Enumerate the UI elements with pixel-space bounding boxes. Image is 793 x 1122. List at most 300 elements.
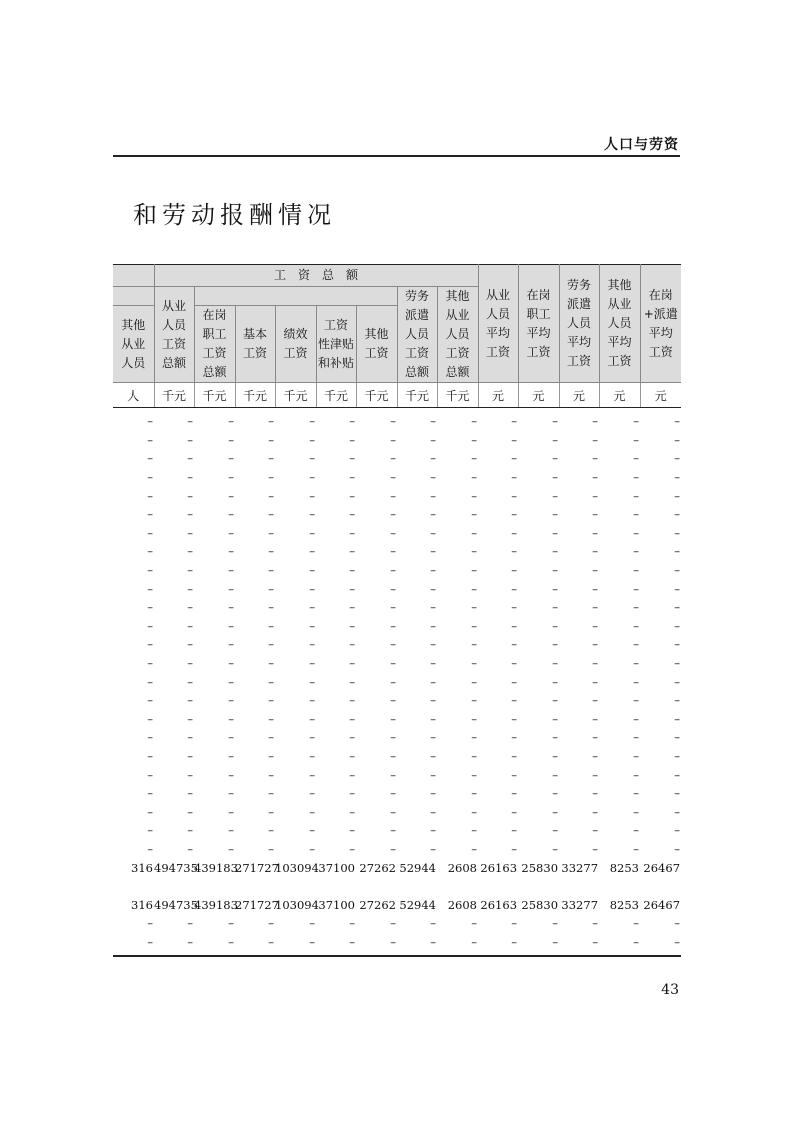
table-cell: – bbox=[309, 488, 315, 503]
table-cell: – bbox=[228, 525, 234, 540]
table-cell: – bbox=[592, 786, 599, 801]
table-row bbox=[113, 914, 681, 933]
table-cell: – bbox=[228, 841, 234, 856]
table-cell: – bbox=[147, 563, 153, 578]
table-cell: – bbox=[511, 711, 518, 726]
table-cell: – bbox=[349, 507, 355, 522]
table-cell: – bbox=[674, 916, 681, 931]
table-row bbox=[113, 728, 681, 747]
table-cell: – bbox=[511, 414, 518, 429]
table-cell: – bbox=[187, 525, 193, 540]
table-cell: – bbox=[552, 637, 559, 652]
table-cell: – bbox=[147, 414, 153, 429]
table-row bbox=[113, 486, 681, 505]
table-cell: – bbox=[147, 748, 153, 763]
header-basic-wage: 基本 工资 bbox=[235, 306, 275, 383]
table-cell: – bbox=[268, 563, 274, 578]
table-cell: – bbox=[633, 563, 640, 578]
table-cell: – bbox=[147, 618, 153, 633]
table-cell: 316 bbox=[131, 897, 153, 912]
table-cell: – bbox=[349, 674, 355, 689]
table-cell: 25830 bbox=[521, 897, 559, 912]
table-cell bbox=[316, 877, 356, 896]
table-cell: – bbox=[147, 581, 153, 596]
table-cell: – bbox=[674, 804, 681, 819]
table-cell: – bbox=[228, 488, 234, 503]
header-wage-total-group: 工 资 总 额 bbox=[154, 265, 478, 287]
table-cell: – bbox=[471, 748, 478, 763]
table-cell: – bbox=[349, 841, 355, 856]
table-cell: – bbox=[430, 451, 436, 466]
table-cell: – bbox=[268, 656, 274, 671]
table-cell: – bbox=[349, 730, 355, 745]
table-cell: – bbox=[147, 730, 153, 745]
table-cell: – bbox=[147, 711, 153, 726]
table-cell: – bbox=[511, 525, 518, 540]
table-row bbox=[113, 449, 681, 468]
table-cell: – bbox=[430, 730, 436, 745]
table-cell: – bbox=[633, 804, 640, 819]
table-cell: 27262 bbox=[359, 897, 396, 912]
table-cell: – bbox=[390, 934, 396, 949]
table-row bbox=[113, 579, 681, 598]
table-cell: – bbox=[268, 488, 274, 503]
table-cell: – bbox=[633, 488, 640, 503]
table-cell: – bbox=[430, 916, 436, 931]
table-cell: – bbox=[633, 451, 640, 466]
table-cell: – bbox=[552, 804, 559, 819]
table-cell: – bbox=[633, 525, 640, 540]
table-cell: – bbox=[471, 767, 478, 782]
table-cell: – bbox=[511, 841, 518, 856]
table-cell: – bbox=[390, 414, 396, 429]
table-cell: – bbox=[430, 525, 436, 540]
table-cell: – bbox=[674, 730, 681, 745]
table-cell bbox=[478, 877, 518, 896]
table-cell: – bbox=[390, 711, 396, 726]
table-cell: – bbox=[349, 525, 355, 540]
table-cell: – bbox=[552, 507, 559, 522]
table-cell: – bbox=[228, 451, 234, 466]
table-cell: – bbox=[390, 544, 396, 559]
table-cell: – bbox=[309, 637, 315, 652]
table-cell: – bbox=[349, 451, 355, 466]
table-cell bbox=[518, 877, 559, 896]
unit-cell: 元 bbox=[599, 383, 640, 408]
table-cell: – bbox=[309, 544, 315, 559]
table-cell: – bbox=[349, 767, 355, 782]
table-cell: 26163 bbox=[480, 897, 518, 912]
table-cell: – bbox=[633, 767, 640, 782]
table-cell: – bbox=[633, 470, 640, 485]
table-cell: – bbox=[228, 600, 234, 615]
table-cell: – bbox=[633, 748, 640, 763]
table-cell: 37100 bbox=[318, 897, 355, 912]
table-cell: – bbox=[147, 693, 153, 708]
unit-cell: 千元 bbox=[316, 383, 356, 408]
table-cell: – bbox=[228, 618, 234, 633]
table-row bbox=[113, 802, 681, 821]
table-cell: – bbox=[674, 823, 681, 838]
table-cell: – bbox=[268, 637, 274, 652]
table-cell: – bbox=[147, 804, 153, 819]
table-cell: – bbox=[187, 618, 193, 633]
table-cell: 52944 bbox=[399, 860, 436, 875]
table-cell: – bbox=[592, 841, 599, 856]
table-row bbox=[113, 895, 681, 914]
table-cell: – bbox=[430, 414, 436, 429]
table-row bbox=[113, 408, 681, 431]
table-cell: – bbox=[349, 581, 355, 596]
table-cell: – bbox=[268, 841, 274, 856]
table-cell: – bbox=[674, 656, 681, 671]
table-cell: 494735 bbox=[154, 860, 198, 875]
table-cell: – bbox=[349, 414, 355, 429]
table-cell: – bbox=[268, 934, 274, 949]
table-cell: – bbox=[430, 767, 436, 782]
table-row bbox=[113, 468, 681, 487]
table-cell: – bbox=[228, 823, 234, 838]
table-cell: – bbox=[349, 432, 355, 447]
table-cell: – bbox=[147, 823, 153, 838]
unit-cell: 千元 bbox=[154, 383, 194, 408]
table-cell: – bbox=[633, 600, 640, 615]
table-cell: – bbox=[309, 693, 315, 708]
table-cell: 8253 bbox=[609, 860, 640, 875]
table-cell: – bbox=[552, 767, 559, 782]
table-cell: – bbox=[592, 414, 599, 429]
table-cell: – bbox=[592, 730, 599, 745]
table-row bbox=[113, 561, 681, 580]
table-cell: – bbox=[228, 711, 234, 726]
table-cell: – bbox=[309, 451, 315, 466]
table-row bbox=[113, 635, 681, 654]
table-cell: – bbox=[349, 488, 355, 503]
table-cell: – bbox=[309, 916, 315, 931]
table-cell: – bbox=[674, 674, 681, 689]
table-cell: – bbox=[592, 823, 599, 838]
table-cell: – bbox=[471, 841, 478, 856]
table-row bbox=[113, 598, 681, 617]
header-blank bbox=[113, 265, 154, 287]
table-cell: – bbox=[674, 786, 681, 801]
header-blank-2 bbox=[113, 287, 154, 306]
table-cell: – bbox=[430, 581, 436, 596]
table-cell: – bbox=[430, 748, 436, 763]
table-cell: – bbox=[147, 934, 153, 949]
table-cell: – bbox=[674, 432, 681, 447]
table-cell: – bbox=[674, 934, 681, 949]
table-cell: – bbox=[268, 916, 274, 931]
table-cell: – bbox=[228, 507, 234, 522]
table-cell: – bbox=[552, 525, 559, 540]
table-cell: – bbox=[309, 804, 315, 819]
table-cell: – bbox=[633, 618, 640, 633]
table-cell: – bbox=[552, 841, 559, 856]
page-number: 43 bbox=[661, 982, 679, 998]
table-cell: – bbox=[349, 786, 355, 801]
table-cell: – bbox=[592, 432, 599, 447]
table-cell: – bbox=[471, 637, 478, 652]
table-cell: – bbox=[430, 488, 436, 503]
table-row bbox=[113, 747, 681, 766]
table-cell: – bbox=[511, 507, 518, 522]
unit-cell: 元 bbox=[559, 383, 599, 408]
table-cell: – bbox=[471, 488, 478, 503]
table-cell: – bbox=[147, 916, 153, 931]
table-row bbox=[113, 691, 681, 710]
table-cell: – bbox=[268, 432, 274, 447]
table-cell: – bbox=[592, 544, 599, 559]
table-cell: – bbox=[228, 637, 234, 652]
table-cell: – bbox=[471, 618, 478, 633]
table-cell: – bbox=[674, 618, 681, 633]
table-cell: – bbox=[511, 748, 518, 763]
table-cell: – bbox=[349, 748, 355, 763]
table-cell: – bbox=[511, 767, 518, 782]
table-cell: – bbox=[471, 711, 478, 726]
table-cell: – bbox=[592, 934, 599, 949]
table-cell: – bbox=[228, 414, 234, 429]
table-cell: – bbox=[268, 786, 274, 801]
table-cell: – bbox=[633, 711, 640, 726]
table-cell: – bbox=[511, 674, 518, 689]
table-cell: – bbox=[430, 674, 436, 689]
table-cell: – bbox=[228, 470, 234, 485]
table-cell: – bbox=[309, 525, 315, 540]
table-cell: – bbox=[552, 414, 559, 429]
table-cell: – bbox=[633, 432, 640, 447]
table-cell: – bbox=[309, 470, 315, 485]
table-cell: – bbox=[552, 934, 559, 949]
table-cell: – bbox=[430, 618, 436, 633]
table-cell: – bbox=[147, 488, 153, 503]
table-cell: – bbox=[430, 507, 436, 522]
table-cell: – bbox=[430, 693, 436, 708]
table-cell: – bbox=[633, 693, 640, 708]
table-cell: – bbox=[552, 544, 559, 559]
table-cell: – bbox=[471, 451, 478, 466]
table-body bbox=[113, 408, 681, 952]
table-cell: – bbox=[552, 674, 559, 689]
table-cell: – bbox=[511, 786, 518, 801]
table-cell: – bbox=[592, 581, 599, 596]
table-cell: – bbox=[187, 507, 193, 522]
table-cell: – bbox=[349, 618, 355, 633]
table-cell: – bbox=[471, 693, 478, 708]
header-staff-avg-wage: 从业 人员 平均 工资 bbox=[478, 265, 518, 383]
unit-cell: 千元 bbox=[397, 383, 437, 408]
table-cell: – bbox=[592, 451, 599, 466]
table-cell: – bbox=[592, 767, 599, 782]
table-cell: – bbox=[147, 786, 153, 801]
table-cell: 439183 bbox=[194, 897, 238, 912]
table-cell: – bbox=[592, 674, 599, 689]
table-cell: – bbox=[390, 507, 396, 522]
table-cell: – bbox=[228, 786, 234, 801]
table-cell: – bbox=[228, 693, 234, 708]
table-row bbox=[113, 524, 681, 543]
table-cell: – bbox=[471, 730, 478, 745]
table-cell: – bbox=[268, 767, 274, 782]
table-cell: – bbox=[187, 581, 193, 596]
table-cell: – bbox=[268, 414, 274, 429]
table-cell: – bbox=[268, 730, 274, 745]
table-cell: – bbox=[268, 470, 274, 485]
table-cell: – bbox=[390, 823, 396, 838]
table-cell: – bbox=[552, 823, 559, 838]
table-cell: 494735 bbox=[154, 897, 198, 912]
table-cell: – bbox=[390, 786, 396, 801]
table-cell: – bbox=[471, 804, 478, 819]
table-cell: – bbox=[349, 563, 355, 578]
section-header: 人口与劳资 bbox=[604, 137, 679, 153]
table-cell: 103094 bbox=[275, 897, 319, 912]
table-cell: – bbox=[592, 656, 599, 671]
table-row bbox=[113, 542, 681, 561]
table-cell: – bbox=[268, 804, 274, 819]
table-cell: – bbox=[228, 730, 234, 745]
table-row bbox=[113, 858, 681, 877]
table-cell: – bbox=[552, 730, 559, 745]
table-cell: – bbox=[349, 934, 355, 949]
table-cell: – bbox=[674, 470, 681, 485]
table-cell: – bbox=[349, 823, 355, 838]
table-row bbox=[113, 765, 681, 784]
table-cell: – bbox=[471, 544, 478, 559]
table-cell: – bbox=[552, 581, 559, 596]
table-cell: – bbox=[309, 934, 315, 949]
table-cell: – bbox=[309, 507, 315, 522]
table-cell: – bbox=[511, 934, 518, 949]
table-cell: – bbox=[511, 451, 518, 466]
table-cell: – bbox=[552, 656, 559, 671]
table-cell: – bbox=[674, 488, 681, 503]
table-cell: – bbox=[228, 804, 234, 819]
table-cell: – bbox=[390, 581, 396, 596]
table-cell: – bbox=[430, 711, 436, 726]
table-cell: 26163 bbox=[480, 860, 518, 875]
table-cell: – bbox=[187, 600, 193, 615]
table-cell: 103094 bbox=[275, 860, 319, 875]
table-cell: – bbox=[430, 656, 436, 671]
header-onpost-avg-wage: 在岗 职工 平均 工资 bbox=[518, 265, 559, 383]
table-cell: – bbox=[147, 656, 153, 671]
table-cell: – bbox=[187, 414, 193, 429]
page-title: 和劳动报酬情况 bbox=[133, 201, 336, 229]
table-cell: – bbox=[390, 618, 396, 633]
table-cell: – bbox=[228, 674, 234, 689]
table-cell: – bbox=[390, 730, 396, 745]
table-cell: – bbox=[349, 600, 355, 615]
table-cell: – bbox=[147, 767, 153, 782]
table-cell: – bbox=[674, 693, 681, 708]
unit-cell: 千元 bbox=[356, 383, 397, 408]
unit-cell: 人 bbox=[113, 383, 154, 408]
table-cell: – bbox=[390, 637, 396, 652]
table-cell bbox=[275, 877, 316, 896]
table-cell: 2608 bbox=[447, 897, 478, 912]
table-cell: 27262 bbox=[359, 860, 396, 875]
table-cell: – bbox=[511, 804, 518, 819]
table-cell: – bbox=[309, 600, 315, 615]
table-cell: – bbox=[674, 544, 681, 559]
table-cell: – bbox=[268, 525, 274, 540]
table-cell: – bbox=[511, 656, 518, 671]
table-cell: – bbox=[268, 600, 274, 615]
table-cell: – bbox=[349, 656, 355, 671]
table-cell: 37100 bbox=[318, 860, 355, 875]
table-cell: – bbox=[147, 470, 153, 485]
table-cell: – bbox=[187, 767, 193, 782]
table-cell: – bbox=[674, 600, 681, 615]
bottom-rule bbox=[113, 955, 681, 957]
header-staff-wage-total: 从业 人员 工资 总额 bbox=[154, 287, 194, 383]
table-cell: – bbox=[633, 414, 640, 429]
header-onpost-wage-total: 在岗 职工 工资 总额 bbox=[194, 306, 235, 383]
table-cell bbox=[113, 877, 154, 896]
table-cell: 8253 bbox=[609, 897, 640, 912]
table-cell: – bbox=[309, 656, 315, 671]
table-cell: – bbox=[471, 525, 478, 540]
table-cell: – bbox=[309, 823, 315, 838]
table-cell: – bbox=[552, 748, 559, 763]
table-cell bbox=[154, 877, 194, 896]
table-cell: – bbox=[430, 823, 436, 838]
table-cell: – bbox=[228, 748, 234, 763]
table-cell: 52944 bbox=[399, 897, 436, 912]
table-cell: – bbox=[592, 507, 599, 522]
table-cell: – bbox=[390, 804, 396, 819]
table-cell: – bbox=[633, 674, 640, 689]
header-other-staff: 其他 从业 人员 bbox=[113, 306, 154, 383]
table-cell: – bbox=[430, 544, 436, 559]
table-cell: – bbox=[349, 711, 355, 726]
table-cell: – bbox=[390, 767, 396, 782]
table-cell: – bbox=[430, 786, 436, 801]
table-cell: – bbox=[552, 916, 559, 931]
table-cell: – bbox=[471, 581, 478, 596]
table-cell: – bbox=[471, 786, 478, 801]
table-cell: – bbox=[268, 674, 274, 689]
table-cell: – bbox=[390, 841, 396, 856]
table-cell: – bbox=[633, 823, 640, 838]
table-cell: – bbox=[633, 581, 640, 596]
table-cell: – bbox=[187, 804, 193, 819]
table-cell: – bbox=[592, 637, 599, 652]
table-cell: – bbox=[552, 432, 559, 447]
table-cell: 25830 bbox=[521, 860, 559, 875]
table-cell: – bbox=[430, 432, 436, 447]
table-row bbox=[113, 933, 681, 952]
table-row bbox=[113, 617, 681, 636]
table-cell: – bbox=[511, 693, 518, 708]
table-cell: – bbox=[147, 451, 153, 466]
table-cell: – bbox=[674, 507, 681, 522]
table-cell: – bbox=[187, 544, 193, 559]
header-onpost-group bbox=[194, 287, 397, 306]
table-cell: – bbox=[309, 767, 315, 782]
table-cell: – bbox=[309, 841, 315, 856]
table-cell: – bbox=[674, 563, 681, 578]
table-cell: – bbox=[390, 600, 396, 615]
table-row bbox=[113, 654, 681, 673]
table-cell: – bbox=[471, 563, 478, 578]
table-cell: – bbox=[552, 693, 559, 708]
table-cell: – bbox=[592, 748, 599, 763]
table-cell bbox=[194, 877, 235, 896]
table-cell: – bbox=[511, 823, 518, 838]
